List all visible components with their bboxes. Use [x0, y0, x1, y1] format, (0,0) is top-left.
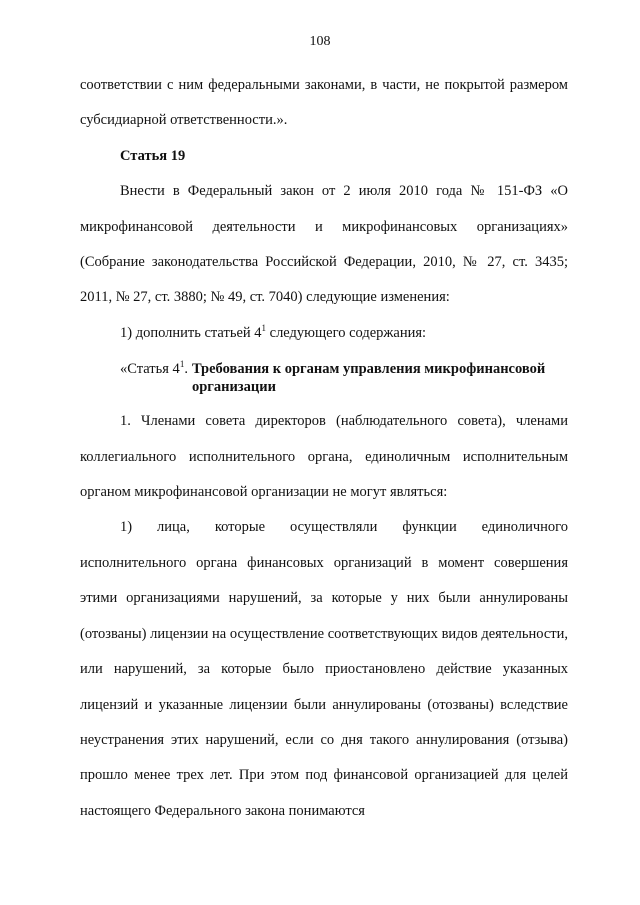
document-body [80, 68, 568, 829]
paragraph-subclause-1: 1) лица, которые осуществляли функции единоличного исполнительного органа финансовых организаций в момент совершения этими организациями нарушений, за которые у них были аннулированы (отозваны) лицензии на осуществление соответствующих видов деятельности, или нарушений, за которые было приостановлено действие указанных лицензий и указанные лицензии были аннулированы (отозваны) вследствие неустранения этих нарушений, если со дня такого аннулирования (отзыва) прошло менее трех лет. При этом под финансовой организацией для целей настоящего Федерального закона понимаются [80, 519, 568, 819]
item-text-after: следующего содержания: [266, 324, 427, 341]
paragraph-amendment-item [80, 316, 568, 351]
item-superscript: 1 [261, 323, 267, 334]
page-number: 108 [309, 34, 331, 49]
paragraph-amendment-intro: Внести в Федеральный закон от 2 июля 2010 года № 151-ФЗ «О микрофинансовой деятельности и микрофинансовых организациях» (Собрание законодательства Российской Федерации, 2010, № 27, ст. 3435; 2011, № 27, ст. 3880; № 49, ст. 7040) следующие изменения: [80, 183, 568, 306]
paragraph-clause-1: 1. Членами совета директоров (наблюдательного совета), членами коллегиального исполнительного органа, единоличным исполнительным органом микрофинансовой организации не могут являться: [80, 413, 568, 501]
section-heading-number [120, 360, 192, 396]
heading-lead-after: . [184, 361, 188, 378]
heading-lead-before: «Статья 4 [120, 361, 180, 378]
section-heading [80, 360, 568, 396]
section-heading-title: Требования к органам управления микрофинансовой организации [191, 361, 546, 396]
article-title: Статья 19 [120, 147, 186, 164]
heading-superscript: 1 [179, 359, 185, 370]
item-text-before: 1) дополнить статьей 4 [120, 324, 262, 341]
paragraph-continuation: соответствии с ним федеральными законами, в части, не покрытой размером субсидиарной ответственности.». [80, 77, 568, 129]
